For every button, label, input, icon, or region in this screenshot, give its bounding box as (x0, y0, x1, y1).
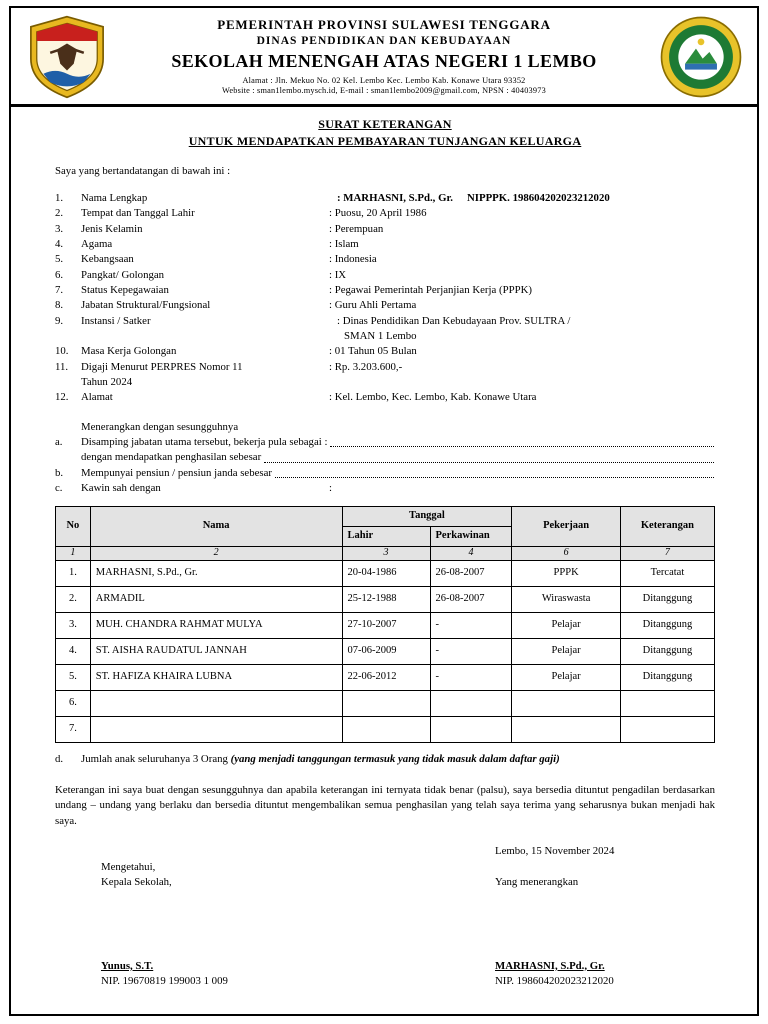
col-number: 6 (512, 547, 620, 561)
field-number: 3. (55, 222, 64, 235)
spacer (101, 844, 228, 860)
field-value (329, 314, 715, 345)
cell-no: 2. (56, 586, 91, 612)
table-row (56, 560, 715, 586)
field-number: 2. (55, 207, 64, 220)
cell-pekerjaan: Pelajar (512, 664, 620, 690)
headmaster-name: Yunus, S.T. (101, 959, 154, 972)
headmaster-nip: NIP. 19670819 199003 1 009 (101, 974, 228, 987)
field-value: : Pegawai Pemerintah Perjanjian Kerja (PPPK) (329, 284, 532, 297)
col-header-tanggal: Tanggal (342, 507, 512, 527)
field-value: : Islam (329, 238, 359, 251)
title-line-1: SURAT KETERANGAN (318, 117, 452, 131)
department-line: DINAS PENDIDIKAN DAN KEBUDAYAAN (256, 34, 512, 47)
field-value: : Perempuan (329, 222, 384, 235)
cell-keterangan: Ditanggung (620, 664, 714, 690)
col-number: 1 (56, 547, 91, 561)
cell-lahir: 22-06-2012 (342, 664, 430, 690)
field-row-7 (55, 283, 715, 298)
field-row-6 (55, 268, 715, 283)
cell-perkawinan: - (430, 638, 512, 664)
col-header-perkawinan: Perkawinan (430, 527, 512, 547)
cell-perkawinan: - (430, 664, 512, 690)
school-emblem-icon (659, 15, 743, 99)
cell-keterangan (620, 716, 714, 742)
field-row-3 (55, 222, 715, 237)
field-value: : Rp. 3.203.600,- (329, 360, 403, 373)
cell-lahir (342, 690, 430, 716)
note-d (55, 752, 715, 767)
field-number: 12. (55, 391, 69, 404)
cell-nama: ARMADIL (90, 586, 342, 612)
item-letter: d. (55, 752, 64, 765)
cell-keterangan: Ditanggung (620, 586, 714, 612)
cell-pekerjaan: PPPK (512, 560, 620, 586)
col-number: 7 (620, 547, 714, 561)
item-label: Kawin sah dengan (81, 482, 161, 495)
cell-nama: MARHASNI, S.Pd., Gr. (90, 560, 342, 586)
item-letter: a. (55, 436, 63, 449)
cell-no: 3. (56, 612, 91, 638)
item-text (81, 466, 715, 481)
school-contact: Website : sman1lembo.mysch.id, E-mail : sman1lembo2009@gmail.com, NPSN : 40403973 (222, 86, 546, 96)
government-line: PEMERINTAH PROVINSI SULAWESI TENGGARA (217, 17, 551, 33)
field-value: : 01 Tahun 05 Bulan (329, 345, 417, 358)
table-row-empty (56, 690, 715, 716)
table-row (56, 612, 715, 638)
cell-no: 7. (56, 716, 91, 742)
field-row-10 (55, 344, 715, 359)
family-table (55, 506, 715, 742)
field-number: 5. (55, 253, 64, 266)
signature-block-left (101, 844, 228, 989)
field-value-line-1: : Dinas Pendidikan Dan Kebudayaan Prov. SULTRA / (337, 314, 571, 327)
cell-pekerjaan (512, 690, 620, 716)
field-label: Instansi / Satker (81, 314, 151, 327)
cell-pekerjaan: Pelajar (512, 612, 620, 638)
col-header-nama: Nama (90, 507, 342, 547)
cell-no: 4. (56, 638, 91, 664)
closing-paragraph: Keterangan ini saya buat dengan sesungguhnya dan apabila keterangan ini ternyata tidak benar (palsu), saya bersedia dituntut pengadilan berdasarkan undang – undang yang berlaku dan bersedia dituntut mengembalikan semua penghasilan yang telah saya terima yang seharusnya bukan menjadi hak saya. (55, 783, 715, 827)
field-row-8 (55, 298, 715, 313)
field-row-4 (55, 237, 715, 252)
field-label: Tempat dan Tanggal Lahir (81, 207, 195, 220)
field-number: 9. (55, 314, 64, 327)
document-body (11, 107, 757, 989)
sig-left-line-1: Mengetahui, (101, 860, 156, 873)
field-number: 4. (55, 238, 64, 251)
signature-block-right (495, 844, 715, 989)
statement-item-a (55, 435, 715, 466)
school-address: Alamat : Jln. Mekuo No. 02 Kel. Lembo Kec. Lembo Kab. Konawe Utara 93352 (242, 75, 526, 85)
col-number: 2 (90, 547, 342, 561)
cell-perkawinan: 26-08-2007 (430, 560, 512, 586)
cell-lahir: 25-12-1988 (342, 586, 430, 612)
provincial-emblem-icon (25, 15, 109, 99)
statement-a-line-2 (81, 450, 715, 465)
cell-lahir: 27-10-2007 (342, 612, 430, 638)
field-label (81, 360, 329, 391)
table-row (56, 638, 715, 664)
signature-space (101, 891, 228, 959)
table-row-empty (56, 716, 715, 742)
cell-lahir: 07-06-2009 (342, 638, 430, 664)
field-row-12 (55, 390, 715, 405)
declarant-nip: NIP. 198604202023212020 (495, 974, 614, 987)
field-number: 6. (55, 268, 64, 281)
dotted-fill-line (264, 450, 714, 462)
cell-perkawinan (430, 690, 512, 716)
cell-lahir (342, 716, 430, 742)
field-value-text: : MARHASNI, S.Pd., Gr. (337, 192, 453, 205)
cell-nama (90, 690, 342, 716)
statement-b-line (81, 466, 715, 481)
cell-nama: MUH. CHANDRA RAHMAT MULYA (90, 612, 342, 638)
field-value: : Puosu, 20 April 1986 (329, 207, 427, 220)
statement-b-text: Mempunyai pensiun / pensiun janda sebesar (81, 466, 273, 479)
cell-lahir: 20-04-1986 (342, 560, 430, 586)
field-label: Status Kepegawaian (81, 284, 169, 297)
note-d-text (81, 752, 715, 767)
declarant-name: MARHASNI, S.Pd., Gr. (495, 959, 605, 972)
field-number: 10. (55, 345, 69, 358)
sig-right-line-1: Yang menerangkan (495, 876, 579, 889)
field-row-11 (55, 360, 715, 391)
cell-keterangan: Ditanggung (620, 612, 714, 638)
note-d-italic: (yang menjadi tanggungan termasuk yang tidak masuk dalam daftar gaji) (230, 752, 560, 765)
cell-perkawinan: - (430, 612, 512, 638)
signature-space (495, 891, 715, 959)
field-label: Jabatan Struktural/Fungsional (81, 299, 211, 312)
item-letter: c. (55, 482, 63, 495)
field-number: 7. (55, 284, 64, 297)
statement-heading: Menerangkan dengan sesungguhnya (81, 420, 239, 433)
letterhead (11, 8, 757, 104)
col-number: 3 (342, 547, 430, 561)
document-page (9, 6, 759, 1016)
cell-no: 6. (56, 690, 91, 716)
field-value: : Guru Ahli Pertama (329, 299, 417, 312)
letterhead-text (109, 17, 659, 97)
dotted-fill-line (275, 466, 714, 478)
title-line-2: UNTUK MENDAPATKAN PEMBAYARAN TUNJANGAN KELUARGA (188, 134, 582, 149)
identity-fields (55, 191, 715, 406)
field-label: Pangkat/ Golongan (81, 268, 165, 281)
cell-keterangan: Tercatat (620, 560, 714, 586)
field-label: Jenis Kelamin (81, 222, 143, 235)
col-header-lahir: Lahir (342, 527, 430, 547)
signature-section (55, 844, 715, 989)
item-value: : (329, 482, 332, 495)
cell-nama (90, 716, 342, 742)
cell-pekerjaan: Pelajar (512, 638, 620, 664)
column-number-row (56, 547, 715, 561)
family-table-header (56, 507, 715, 560)
field-row-5 (55, 252, 715, 267)
field-number: 11. (55, 360, 69, 373)
document-title (55, 116, 715, 151)
col-header-no: No (56, 507, 91, 547)
col-header-keterangan: Keterangan (620, 507, 714, 547)
date-line: Lembo, 15 November 2024 (495, 844, 615, 857)
field-label: Masa Kerja Golongan (81, 345, 177, 358)
field-label: Kebangsaan (81, 253, 134, 266)
spacer (495, 859, 715, 875)
statement-a-text-1: Disamping jabatan utama tersebut, bekerja pula sebagai : (81, 436, 328, 449)
field-number: 8. (55, 299, 64, 312)
cell-keterangan (620, 690, 714, 716)
field-row-9 (55, 314, 715, 345)
field-value: : Indonesia (329, 253, 377, 266)
table-row (56, 664, 715, 690)
cell-no: 1. (56, 560, 91, 586)
sig-left-line-2: Kepala Sekolah, (101, 876, 172, 889)
note-d-normal: Jumlah anak seluruhanya 3 Orang (81, 752, 231, 765)
field-value: : Kel. Lembo, Kec. Lembo, Kab. Konawe Utara (329, 391, 537, 404)
cell-nama: ST. HAFIZA KHAIRA LUBNA (90, 664, 342, 690)
field-row-1 (55, 191, 715, 206)
cell-perkawinan: 26-08-2007 (430, 586, 512, 612)
dotted-fill-line (330, 435, 714, 447)
field-label-line-2: Tahun 2024 (81, 376, 133, 389)
cell-pekerjaan (512, 716, 620, 742)
field-number: 1. (55, 192, 64, 205)
field-value-line-2: SMAN 1 Lembo (344, 330, 417, 343)
nipppk-number: NIPPPK. 198604202023212020 (466, 192, 610, 205)
field-value: : IX (329, 268, 347, 281)
cell-perkawinan (430, 716, 512, 742)
item-text (81, 435, 715, 466)
field-label: Nama Lengkap (81, 192, 148, 205)
statement-item-b (55, 466, 715, 481)
statement-a-text-2: dengan mendapatkan penghasilan sebesar (81, 451, 262, 464)
field-label: Alamat (81, 391, 113, 404)
statement-a-line-1 (81, 435, 715, 450)
statement-item-c (55, 481, 715, 496)
table-row (56, 586, 715, 612)
col-number: 4 (430, 547, 512, 561)
col-header-pekerjaan: Pekerjaan (512, 507, 620, 547)
statement-section (55, 420, 715, 497)
item-letter: b. (55, 466, 64, 479)
field-label-line-1: Digaji Menurut PERPRES Nomor 11 (81, 360, 243, 373)
field-row-2 (55, 206, 715, 221)
cell-no: 5. (56, 664, 91, 690)
intro-line: Saya yang bertandatangan di bawah ini : (55, 164, 231, 177)
field-value (329, 191, 715, 206)
school-name: SEKOLAH MENENGAH ATAS NEGERI 1 LEMBO (171, 50, 597, 71)
field-label: Agama (81, 238, 113, 251)
cell-keterangan: Ditanggung (620, 638, 714, 664)
cell-nama: ST. AISHA RAUDATUL JANNAH (90, 638, 342, 664)
cell-pekerjaan: Wiraswasta (512, 586, 620, 612)
